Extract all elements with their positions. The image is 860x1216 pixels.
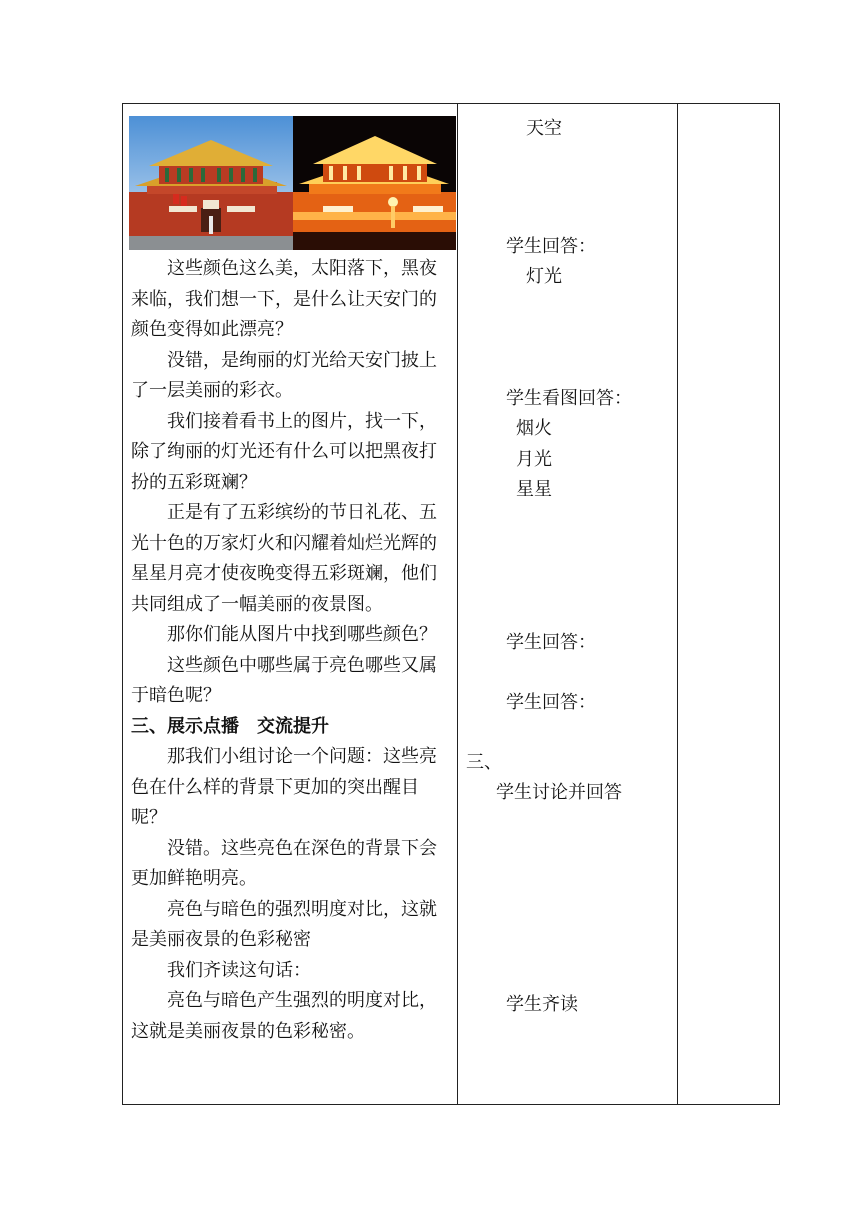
paragraph: 这些颜色中哪些属于亮色哪些又属于暗色呢？ xyxy=(131,654,437,706)
discussion-label: 学生讨论并回答 xyxy=(496,782,622,803)
paragraph: 正是有了五彩缤纷的节日礼花、五光十色的万家灯火和闪耀着灿烂光辉的星星月亮才使夜晚变得五彩斑斓，他们共同组成了一幅美丽的夜景图。 xyxy=(131,502,437,615)
section-heading: 三、展示点播 交流提升 xyxy=(131,715,329,737)
student-answer-label: 学生回答： xyxy=(506,692,596,713)
student-answer-label: 学生回答： xyxy=(506,632,596,653)
teacher-text-block-1 xyxy=(131,254,451,1047)
paragraph: 这些颜色这么美，太阳落下，黑夜来临，我们想一下，是什么让天安门的颜色变得如此漂亮？ xyxy=(131,258,437,340)
paragraph: 亮色与暗色的强烈明度对比，这就是美丽夜景的色彩秘密 xyxy=(131,898,437,950)
teacher-activity-column xyxy=(123,104,457,1104)
fireworks-answer: 烟火 xyxy=(516,418,552,439)
lights-answer: 灯光 xyxy=(526,266,562,287)
student-answer-label: 学生回答： xyxy=(506,236,596,257)
sky-answer: 天空 xyxy=(526,118,562,139)
moonlight-answer: 月光 xyxy=(516,449,552,470)
paragraph: 没错。这些亮色在深色的背景下会更加鲜艳明亮。 xyxy=(131,837,437,889)
lesson-table xyxy=(122,103,780,1105)
section-number: 三、 xyxy=(466,752,502,773)
stars-answer: 星星 xyxy=(516,479,552,500)
read-together-label: 学生齐读 xyxy=(506,994,578,1015)
student-look-answer-label: 学生看图回答： xyxy=(506,388,632,409)
paragraph: 我们接着看书上的图片，找一下，除了绚丽的灯光还有什么可以把黑夜打扮的五彩斑斓？ xyxy=(131,410,437,493)
paragraph: 我们齐读这句话： xyxy=(167,959,311,981)
paragraph: 亮色与暗色产生强烈的明度对比，这就是美丽夜景的色彩秘密。 xyxy=(131,990,437,1042)
tiananmen-day-photo xyxy=(129,116,293,250)
student-activity-column xyxy=(458,104,677,1104)
paragraph: 那我们小组讨论一个问题：这些亮色在什么样的背景下更加的突出醒目呢？ xyxy=(131,746,437,828)
notes-column xyxy=(678,104,779,1104)
paragraph: 那你们能从图片中找到哪些颜色？ xyxy=(167,624,437,645)
tiananmen-night-photo xyxy=(293,116,456,250)
paragraph: 没错，是绚丽的灯光给天安门披上了一层美丽的彩衣。 xyxy=(131,349,437,401)
